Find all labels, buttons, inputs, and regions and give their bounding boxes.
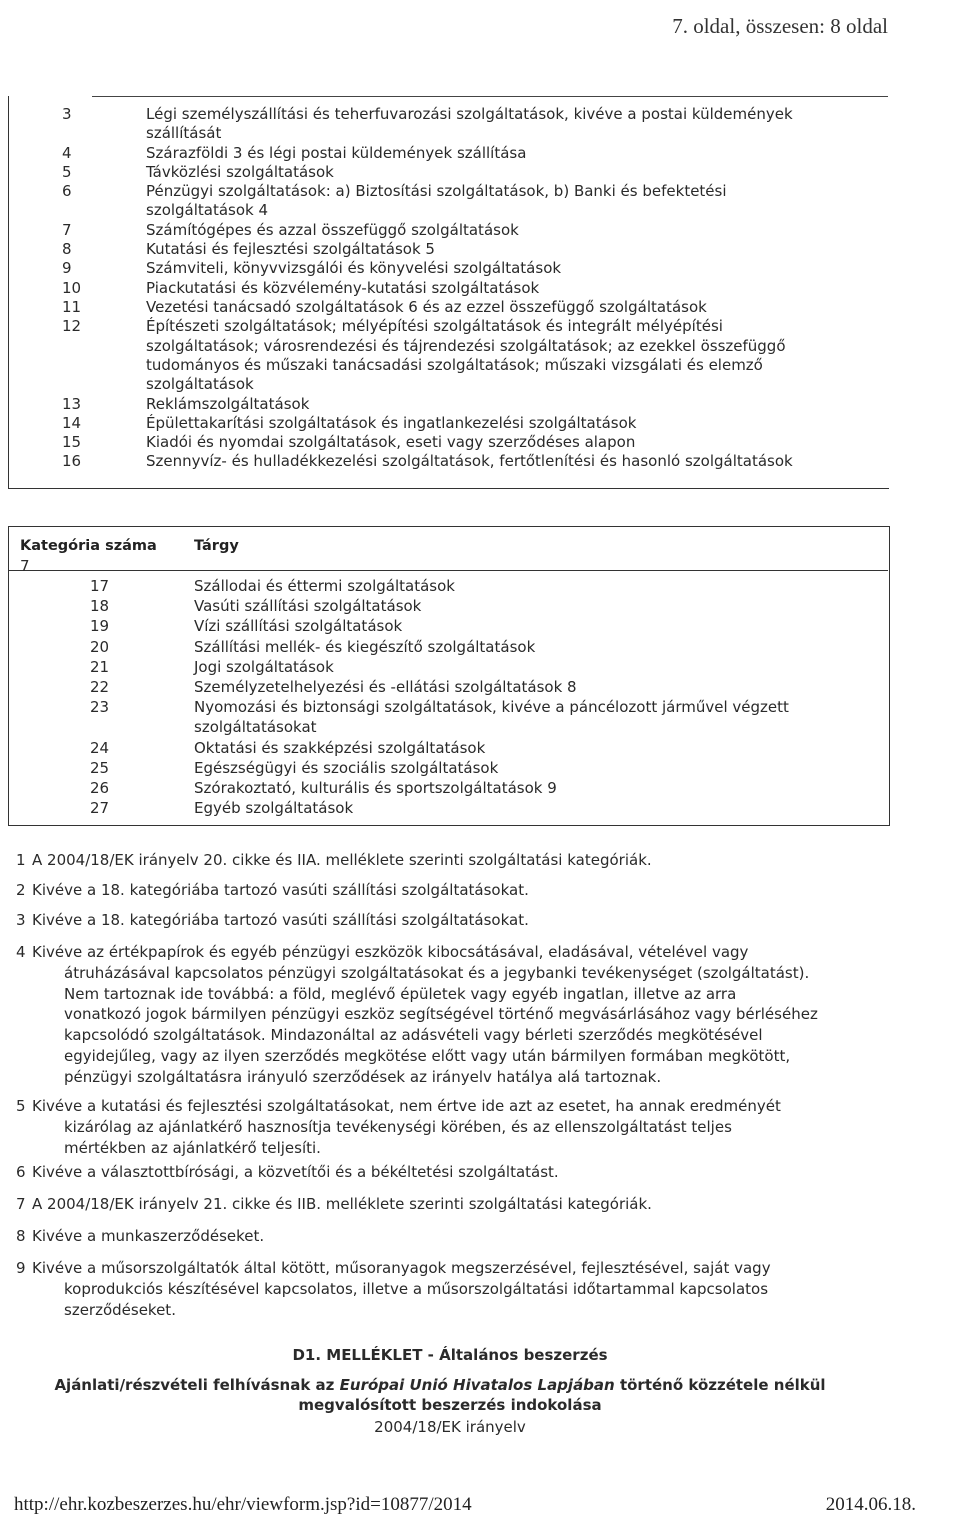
item-text: Szállodai és éttermi szolgáltatások xyxy=(194,577,455,595)
item-number: 24 xyxy=(90,738,110,757)
footnote-number: 7 xyxy=(16,1195,26,1213)
footer-url[interactable]: http://ehr.kozbeszerzes.hu/ehr/viewform.jsp?id=10877/2014 xyxy=(14,1494,472,1515)
footnote-text: Kivéve a munkaszerződéseket. xyxy=(32,1227,265,1245)
item-text: Személyzetelhelyezési és -ellátási szolgáltatások 8 xyxy=(194,678,577,696)
footnote-text: Kivéve a 18. kategóriába tartozó vasúti szállítási szolgáltatásokat. xyxy=(32,911,529,929)
item-number: 5 xyxy=(62,162,72,181)
item-text: Jogi szolgáltatások xyxy=(194,657,334,676)
item-number: 21 xyxy=(90,657,110,676)
item-text: tudományos és műszaki tanácsadási szolgáltatások; műszaki vizsgálati és elemző xyxy=(146,355,763,374)
page-info: 7. oldal, összesen: 8 oldal xyxy=(672,14,888,38)
item-text: Nyomozási és biztonsági szolgáltatások, kivéve a páncélozott járművel végzett xyxy=(194,698,789,717)
footnote-number: 2 xyxy=(16,881,26,899)
annex-subtitle xyxy=(0,1376,890,1394)
footnote-text: A 2004/18/EK irányelv 20. cikke és IIA. melléklete szerinti szolgáltatási kategóriák. xyxy=(32,851,652,869)
annex-subtitle-part2: történő közzétele nélkül xyxy=(614,1376,826,1394)
footnote-number: 8 xyxy=(16,1227,26,1245)
annex-subtitle-part1: Ajánlati/részvételi felhívásnak az xyxy=(54,1376,340,1394)
category-list-top-rule xyxy=(92,96,888,97)
item-number: 11 xyxy=(62,298,82,316)
item-text: Oktatási és szakképzési szolgáltatások xyxy=(194,738,486,757)
item-text: Pénzügyi szolgáltatások: a) Biztosítási szolgáltatások, b) Banki és befektetési xyxy=(146,182,727,201)
item-number: 3 xyxy=(62,105,72,123)
footnote-text: egyidejűleg, vagy az ilyen szerződés megkötése előtt vagy után bármilyen formában megkötött, xyxy=(64,1047,791,1065)
footnote-number: 4 xyxy=(16,943,26,961)
col-header-subject: Tárgy xyxy=(194,538,239,554)
item-text: Vezetési tanácsadó szolgáltatások 6 és az ezzel összefüggő szolgáltatások xyxy=(146,298,707,316)
footnote-text: kizárólag az ajánlatkérő hasznosítja tevékenységi körében, és az ellenszolgáltatást teljes xyxy=(64,1117,732,1136)
footnote-text: Kivéve az értékpapírok és egyéb pénzügyi eszközök kibocsátásával, eladásával, vételével vagy xyxy=(32,943,749,961)
item-text: Szórakoztató, kulturális és sportszolgáltatások 9 xyxy=(194,779,557,797)
footnote-text: Kivéve a műsorszolgáltatók által kötött, műsoranyagok megszerzésével, fejlesztésével, saját vagy xyxy=(32,1259,771,1277)
item-text: Épülettakarítási szolgáltatások és ingatlankezelési szolgáltatások xyxy=(146,413,637,432)
item-text: szállítását xyxy=(146,124,222,143)
item-number: 15 xyxy=(62,433,82,452)
item-text: Kiadói és nyomdai szolgáltatások, eseti vagy szerződéses alapon xyxy=(146,433,636,452)
item-number: 4 xyxy=(62,143,72,162)
item-text: Egészségügyi és szociális szolgáltatások xyxy=(194,758,499,777)
item-text: Légi személyszállítási és teherfuvarozási szolgáltatások, kivéve a postai küldemények xyxy=(146,105,793,123)
item-text: szolgáltatások; városrendezési és tájrendezési szolgáltatások; az ezekkel összefüggő xyxy=(146,336,786,355)
item-number: 19 xyxy=(90,617,110,636)
item-number: 14 xyxy=(62,413,82,432)
footnote-number: 6 xyxy=(16,1163,26,1181)
item-text: Távközlési szolgáltatások xyxy=(146,162,334,181)
item-number: 23 xyxy=(90,698,110,717)
annex-directive: 2004/18/EK irányelv xyxy=(374,1418,526,1436)
footnote-text: mértékben az ajánlatkérő teljesíti. xyxy=(64,1138,321,1157)
footnote-text: vonatkozó jogok bármilyen pénzügyi eszköz segítségével történő megvásárlásához vagy bérléséhez xyxy=(64,1005,818,1024)
item-number: 18 xyxy=(90,597,110,616)
item-number: 16 xyxy=(62,452,82,471)
annex-title: D1. MELLÉKLET - Általános beszerzés xyxy=(292,1346,608,1364)
item-text: Számviteli, könyvvizsgálói és könyvelési szolgáltatások xyxy=(146,259,562,278)
footnote-number: 3 xyxy=(16,911,26,929)
item-number: 17 xyxy=(90,577,110,595)
footnote-text: A 2004/18/EK irányelv 21. cikke és IIB. melléklete szerinti szolgáltatási kategóriák. xyxy=(32,1195,652,1213)
item-number: 20 xyxy=(90,637,110,656)
footnote-text: Kivéve a kutatási és fejlesztési szolgáltatásokat, nem értve ide azt az esetet, ha annak eredményét xyxy=(32,1097,781,1115)
item-number: 10 xyxy=(62,278,82,297)
item-text: Vízi szállítási szolgáltatások xyxy=(194,617,403,636)
item-number: 27 xyxy=(90,799,110,818)
col-header-category-number: Kategória száma xyxy=(20,538,157,554)
footnote-text: szerződéseket. xyxy=(64,1300,176,1319)
item-text: Számítógépes és azzal összefüggő szolgáltatások xyxy=(146,220,519,239)
annex-subtitle-italic: Európai Unió Hivatalos Lapjában xyxy=(339,1376,615,1394)
item-number: 13 xyxy=(62,394,82,413)
footnote-text: átruházásával kapcsolatos pénzügyi szolgáltatásokat és a jegybanki tevékenységet (szolgáltatást). xyxy=(64,963,810,982)
item-text: Vasúti szállítási szolgáltatások xyxy=(194,597,422,616)
item-text: Piackutatási és közvélemény-kutatási szolgáltatások xyxy=(146,278,540,297)
item-text: Szennyvíz- és hulladékkezelési szolgáltatások, fertőtlenítési és hasonló szolgáltatások xyxy=(146,452,793,471)
item-text: szolgáltatásokat xyxy=(194,718,317,737)
annex-subtitle-line2: megvalósított beszerzés indokolása xyxy=(298,1396,602,1414)
footnote-text: Nem tartoznak ide továbbá: a föld, meglévő épületek vagy egyéb ingatlan, illetve az arra xyxy=(64,984,737,1003)
footnote-number: 9 xyxy=(16,1259,26,1277)
footnote-text: kapcsolódó szolgáltatások. Mindazonáltal az adásvételi vagy bérleti szerződés megkötésével xyxy=(64,1026,763,1045)
footnote-text: pénzügyi szolgáltatásra irányuló szerződések az irányelv hatálya alá tartoznak. xyxy=(64,1067,662,1086)
footnote-number: 1 xyxy=(16,851,26,869)
footnote-text: Kivéve a választottbírósági, a közvetítői és a békéltetési szolgáltatást. xyxy=(32,1163,559,1181)
item-number: 25 xyxy=(90,758,110,777)
item-text: Kutatási és fejlesztési szolgáltatások 5 xyxy=(146,240,435,259)
footer-date: 2014.06.18. xyxy=(825,1494,916,1515)
footnote-text: koprodukciós készítésével kapcsolatos, illetve a műsorszolgáltatási időtartammal kapcsolatos xyxy=(64,1279,769,1298)
item-text: szolgáltatások 4 xyxy=(146,201,269,220)
item-text: Szárazföldi 3 és légi postai küldemények szállítása xyxy=(146,143,527,162)
item-number: 12 xyxy=(62,317,82,336)
category-table-header-rule xyxy=(8,570,888,571)
item-text: szolgáltatások xyxy=(146,375,254,394)
item-text: Szállítási mellék- és kiegészítő szolgáltatások xyxy=(194,637,536,656)
footnote-text: Kivéve a 18. kategóriába tartozó vasúti szállítási szolgáltatásokat. xyxy=(32,881,529,899)
item-number: 22 xyxy=(90,678,110,696)
item-number: 6 xyxy=(62,182,72,201)
item-text: Egyéb szolgáltatások xyxy=(194,799,354,818)
item-text: Reklámszolgáltatások xyxy=(146,394,310,413)
item-number: 8 xyxy=(62,240,72,259)
item-text: Építészeti szolgáltatások; mélyépítési szolgáltatások és integrált mélyépítési xyxy=(146,317,723,336)
item-number: 7 xyxy=(62,220,72,239)
item-number: 26 xyxy=(90,779,110,797)
category-sub-label: 7 xyxy=(20,557,30,575)
footnote-number: 5 xyxy=(16,1097,26,1115)
item-number: 9 xyxy=(62,259,72,278)
